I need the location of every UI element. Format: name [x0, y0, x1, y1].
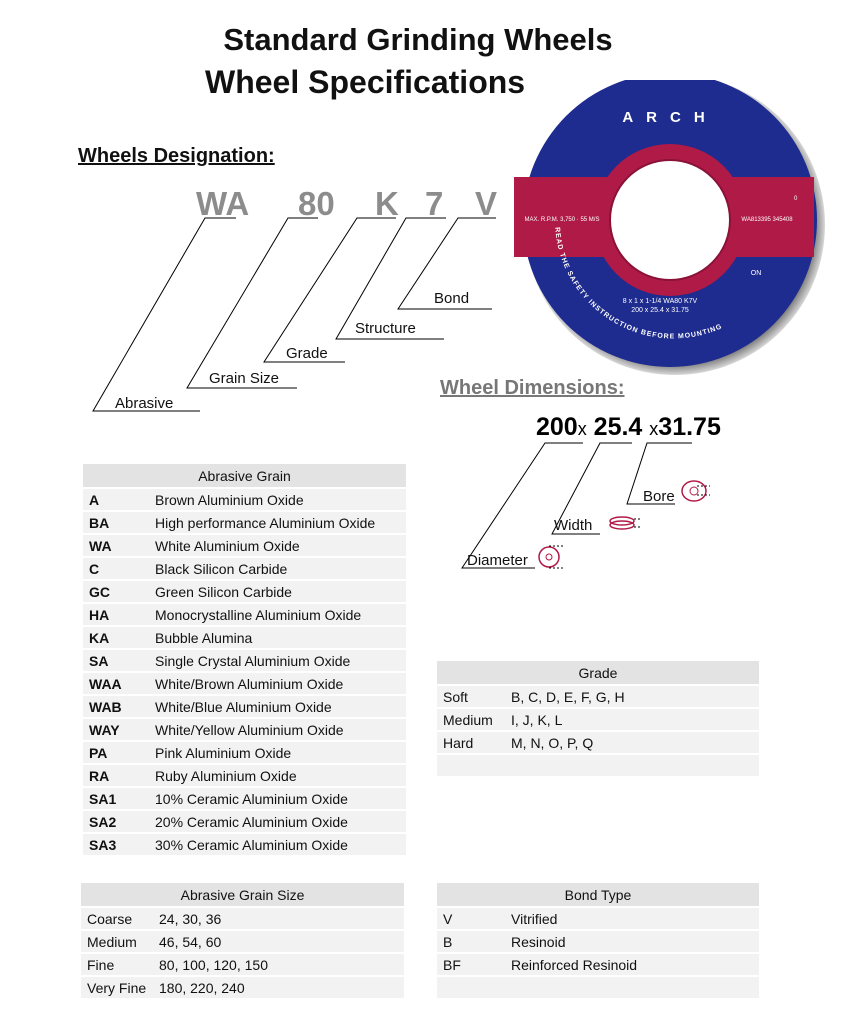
row-value: 80, 100, 120, 150: [153, 954, 404, 975]
row-value: High performance Aluminium Oxide: [149, 512, 406, 533]
row-value: White/Yellow Aluminium Oxide: [149, 719, 406, 740]
dimension-sep-2: x: [649, 419, 659, 439]
diameter-icon: [539, 546, 564, 568]
row-value: Vitrified: [505, 908, 759, 929]
row-key: Hard: [437, 732, 505, 753]
row-value: [505, 755, 759, 776]
table-row: [83, 696, 406, 717]
row-value: 20% Ceramic Aluminium Oxide: [149, 811, 406, 832]
wheel-warning-text: READ THE SAFETY INSTRUCTION BEFORE MOUNTING: [553, 226, 724, 341]
label-abrasive: Abrasive: [115, 395, 174, 412]
table-row: [81, 954, 404, 975]
table-row: [437, 686, 759, 707]
row-key: SA: [83, 650, 149, 671]
row-key: WA: [83, 535, 149, 556]
row-value: Brown Aluminium Oxide: [149, 489, 406, 510]
row-key: [437, 977, 505, 998]
row-key: SA1: [83, 788, 149, 809]
row-value: Black Silicon Carbide: [149, 558, 406, 579]
table-row: [83, 673, 406, 694]
code-grade: K: [375, 185, 399, 222]
table-row: [83, 788, 406, 809]
table-row: [81, 931, 404, 952]
row-key: B: [437, 931, 505, 952]
table-row: [81, 977, 404, 998]
row-value: 46, 54, 60: [153, 931, 404, 952]
row-key: WAY: [83, 719, 149, 740]
table-row: [437, 709, 759, 730]
bond-type-header: Bond Type: [437, 883, 759, 906]
wheel-on-text: ON: [750, 270, 762, 277]
wheel-brand: ARCH: [622, 109, 718, 126]
table-row: [83, 558, 406, 579]
table-row: [437, 931, 759, 952]
row-value: Single Crystal Aluminium Oxide: [149, 650, 406, 671]
grade-header: Grade: [437, 661, 759, 684]
dimension-sep-1: x: [577, 419, 587, 439]
wheel-spec-line2: 200 x 25.4 x 31.75: [631, 307, 689, 314]
abrasive-grain-table: [83, 462, 406, 857]
row-key: HA: [83, 604, 149, 625]
table-row: [437, 755, 759, 776]
row-key: [437, 755, 505, 776]
dimension-diameter-value: 200: [536, 413, 578, 441]
page-subtitle: Wheel Specifications: [205, 64, 526, 100]
row-key: BA: [83, 512, 149, 533]
code-abrasive: WA: [196, 185, 250, 222]
label-grain-size: Grain Size: [209, 370, 280, 387]
table-row: [437, 732, 759, 753]
table-row: [83, 627, 406, 648]
row-key: V: [437, 908, 505, 929]
row-value: Resinoid: [505, 931, 759, 952]
table-row: [437, 977, 759, 998]
row-value: [505, 977, 759, 998]
label-structure: Structure: [355, 320, 416, 337]
grinding-wheel-image: [510, 80, 840, 380]
label-bond: Bond: [434, 290, 470, 307]
row-value: White Aluminium Oxide: [149, 535, 406, 556]
row-value: White/Blue Aluminium Oxide: [149, 696, 406, 717]
row-value: 180, 220, 240: [153, 977, 404, 998]
row-key: Coarse: [81, 908, 153, 929]
row-key: PA: [83, 742, 149, 763]
row-key: Medium: [81, 931, 153, 952]
row-value: I, J, K, L: [505, 709, 759, 730]
row-key: Soft: [437, 686, 505, 707]
row-key: WAA: [83, 673, 149, 694]
width-icon: [610, 517, 642, 529]
bond-type-table: [437, 881, 759, 1000]
row-key: C: [83, 558, 149, 579]
table-row: [83, 489, 406, 510]
row-key: KA: [83, 627, 149, 648]
label-diameter: Diameter: [467, 552, 528, 569]
dimension-bore-value: 31.75: [658, 413, 721, 441]
dimension-width-value: 25.4: [593, 413, 643, 441]
table-row: [83, 811, 406, 832]
grade-table: [437, 659, 759, 778]
designation-heading: Wheels Designation:: [78, 145, 275, 167]
row-value: M, N, O, P, Q: [505, 732, 759, 753]
table-row: [83, 581, 406, 602]
table-row: [83, 512, 406, 533]
row-value: 24, 30, 36: [153, 908, 404, 929]
row-value: Pink Aluminium Oxide: [149, 742, 406, 763]
row-key: RA: [83, 765, 149, 786]
page-title: Standard Grinding Wheels: [223, 22, 613, 57]
wheel-max-rpm: MAX. R.P.M. 3,750 · 55 M/S: [524, 217, 600, 223]
abrasive-grain-header: Abrasive Grain: [83, 464, 406, 487]
table-row: [83, 650, 406, 671]
grain-size-table: [81, 881, 404, 1000]
code-structure: 7: [425, 185, 444, 222]
wheel-spec-line1: 8 x 1 x 1-1/4 WA80 K7V: [622, 298, 698, 305]
row-key: SA2: [83, 811, 149, 832]
table-row: [83, 719, 406, 740]
table-row: [83, 604, 406, 625]
row-value: 30% Ceramic Aluminium Oxide: [149, 834, 406, 855]
code-bond: V: [475, 185, 498, 222]
code-grain-size: 80: [298, 185, 335, 222]
row-value: B, C, D, E, F, G, H: [505, 686, 759, 707]
label-width: Width: [554, 517, 593, 534]
dimensions-heading: Wheel Dimensions:: [440, 377, 625, 399]
row-value: Monocrystalline Aluminium Oxide: [149, 604, 406, 625]
row-key: Fine: [81, 954, 153, 975]
table-row: [83, 834, 406, 855]
bore-icon: [682, 481, 710, 501]
table-row: [83, 742, 406, 763]
row-key: SA3: [83, 834, 149, 855]
table-row: [437, 908, 759, 929]
row-key: Very Fine: [81, 977, 153, 998]
label-bore: Bore: [643, 488, 675, 505]
row-value: Ruby Aluminium Oxide: [149, 765, 406, 786]
row-value: Bubble Alumina: [149, 627, 406, 648]
row-key: GC: [83, 581, 149, 602]
table-row: [437, 954, 759, 975]
label-grade: Grade: [286, 345, 328, 362]
row-value: Reinforced Resinoid: [505, 954, 759, 975]
row-key: WAB: [83, 696, 149, 717]
row-value: White/Brown Aluminium Oxide: [149, 673, 406, 694]
row-key: A: [83, 489, 149, 510]
wheel-code-right: WA813395 345408: [741, 217, 793, 223]
row-key: Medium: [437, 709, 505, 730]
table-row: [83, 765, 406, 786]
grain-size-header: Abrasive Grain Size: [81, 883, 404, 906]
wheel-digit: 0: [794, 196, 798, 202]
row-key: BF: [437, 954, 505, 975]
table-row: [81, 908, 404, 929]
row-value: 10% Ceramic Aluminium Oxide: [149, 788, 406, 809]
table-row: [83, 535, 406, 556]
row-value: Green Silicon Carbide: [149, 581, 406, 602]
